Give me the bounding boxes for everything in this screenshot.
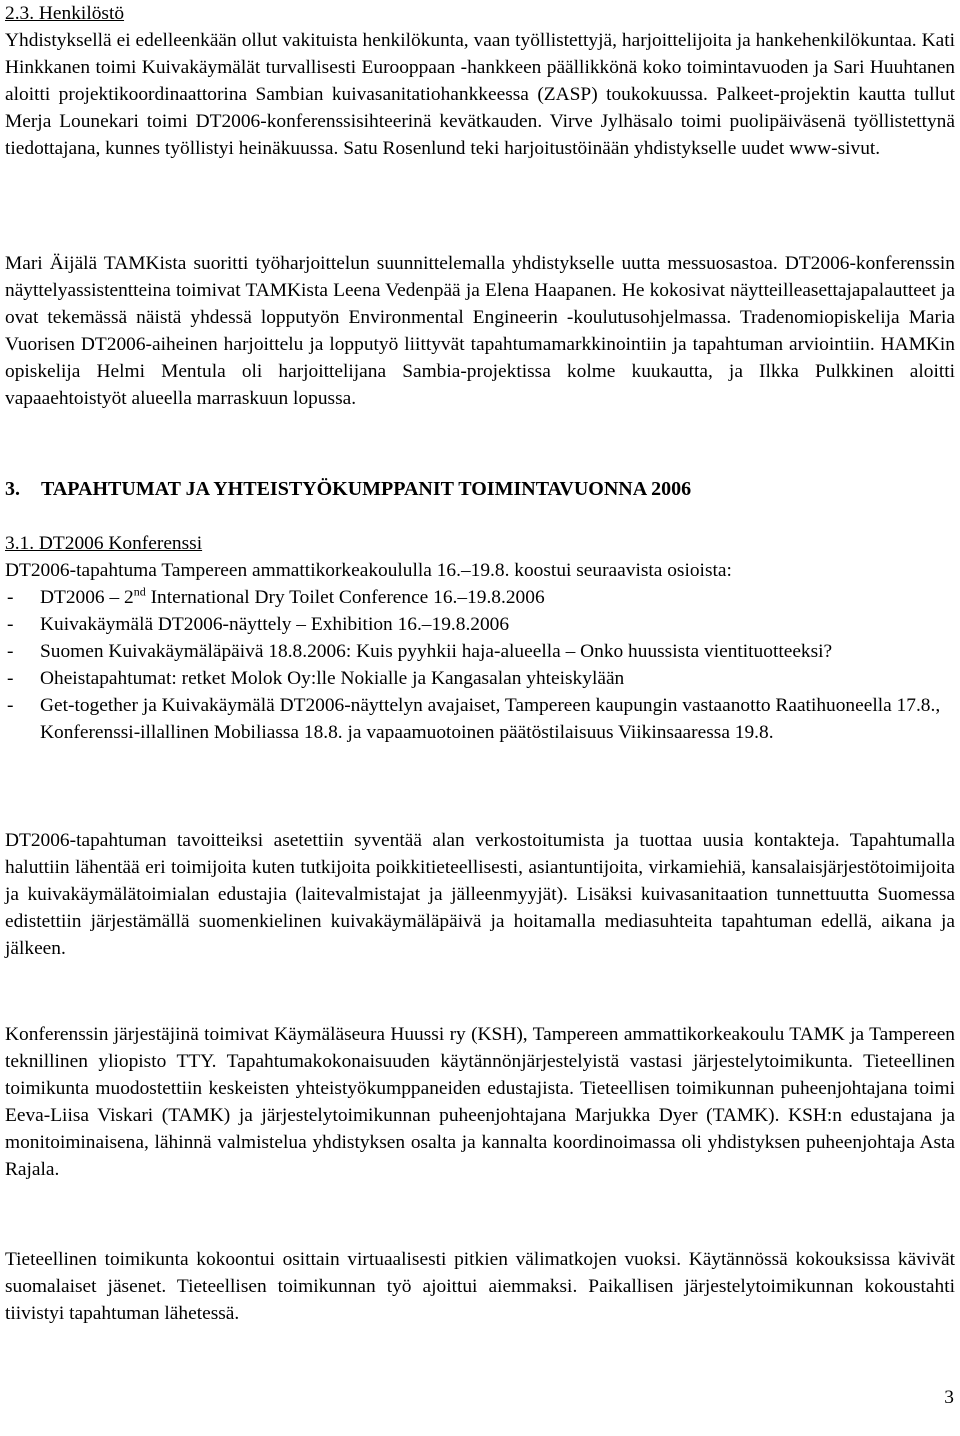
chapter-number: 3.	[5, 478, 20, 500]
paragraph-staff-2: Mari Äijälä TAMKista suoritti työharjoittelun suunnittelemalla yhdistykselle uutta messuosastoa. DT2006-konferenssin näyttelyassistentteina toimivat TAMKista Leena Vedenpää ja Elena Haapanen. He kokosivat näytteilleasettajapalautteet ja ovat tekemässä näistä yhdessä lopputyön Environmental Engineerin -koulutusohjelmassa. Tradenomiopiskelija Maria Vuorisen DT2006-aiheinen harjoittelu ja lopputyö liittyvät tapahtumamarkkinointiin ja tapahtuman arviointiin. HAMKin opiskelija Helmi Mentula oli harjoittelijana Sambia-projektissa kolme kuukautta, ja Ilkka Pulkkinen aloitti vapaaehtoistyöt alueella marraskuun lopussa.	[5, 253, 955, 409]
section-heading-henkilosto: 2.3. Henkilöstö	[5, 3, 125, 24]
paragraph-goals: DT2006-tapahtuman tavoitteiksi asetettiin syventää alan verkostoitumista ja tuottaa uusia kontakteja. Tapahtumalla haluttiin lähentää eri toimijoita kuten tutkijoita poikkitieteellisesti, asiantuntijoita, virkamiehiä, kansalaisjärjestötoimijoita ja kuivakäymälätoimialan edustajia (laitevalmistajat ja jälleenmyyjät). Lisäksi kuivasanitaation tunnettuutta Suomessa edistettiin järjestämällä suomenkielinen kuivakäymäläpäivä ja hoitamalla mediasuhteita tapahtuman edellä, aikana ja jälkeen.	[5, 830, 955, 959]
list-item: - Suomen Kuivakäymäläpäivä 18.8.2006: Kuis pyyhkii haja-alueella – Onko huussista vientituotteeksi?	[7, 641, 833, 662]
list-item: - DT2006 – 2nd International Dry Toilet Conference 16.–19.8.2006	[7, 584, 545, 608]
event-parts-list	[5, 584, 955, 746]
list-item: - Oheistapahtumat: retket Molok Oy:lle Nokialle ja Kangasalan yhteiskylään	[7, 668, 625, 689]
list-item: - Kuivakäymälä DT2006-näyttely – Exhibition 16.–19.8.2006	[7, 614, 510, 635]
list-item: - Get-together ja Kuivakäymälä DT2006-näyttelyn avajaiset, Tampereen kaupungin vastaanotto Raatihuoneella 17.8., Konferenssi-illallinen Mobiliassa 18.8. ja vapaamuotoinen päätöstilaisuus Viikinsaaressa 19.8.	[7, 695, 941, 743]
paragraph-staff-1: Yhdistyksellä ei edelleenkään ollut vakituista henkilökunta, vaan työllistettyjä, harjoittelijoita ja hankehenkilökuntaa. Kati Hinkkanen toimi Kuivakäymälät turvallisesti Eurooppaan -hankkeen päällikkönä koko toimintavuoden ja Sari Huuhtanen aloitti projektikoordinaattorina Sambian kuivasanitatiohankkeessa (ZASP) toukokuussa. Palkeet-projektin kautta tullut Merja Lounekari toimi DT2006-konferenssisihteerinä kevätkauden. Virve Jylhäsalo toimi puolipäiväsenä työllistettynä tiedottajana, kunnes työllistyi heinäkuussa. Satu Rosenlund teki harjoitustöinään yhdistykselle uudet www-sivut.	[5, 30, 955, 159]
page-number: 3	[944, 1387, 954, 1408]
paragraph-committee: Tieteellinen toimikunta kokoontui osittain virtuaalisesti pitkien välimatkojen vuoksi. Käytännössä kokouksissa kävivät suomalaiset jäsenet. Tieteellisen toimikunnan työ ajoittui aiemmaksi. Paikallisen järjestelytoimikunnan kokoustahti tiivistyi tapahtuman lähetessä.	[5, 1249, 955, 1324]
chapter-heading-3	[5, 476, 955, 503]
paragraph-dt2006-intro: DT2006-tapahtuma Tampereen ammattikorkeakoululla 16.–19.8. koostui seuraavista osioista:	[5, 560, 732, 581]
paragraph-organizers: Konferenssin järjestäjinä toimivat Käymäläseura Huussi ry (KSH), Tampereen ammattikorkeakoulu TAMK ja Tampereen teknillinen yliopisto TTY. Tapahtumakokonaisuuden käytännönjärjestelyistä vastasi järjestelytoimikunta. Tieteellinen toimikunta muodostettiin keskeisten yhteistyökumppaneiden edustajista. Tieteellisen toimikunnan puheenjohtajana toimi Eeva-Liisa Viskari (TAMK) ja järjestelytoimikunnan puheenjohtajana Marjukka Dyer (TAMK). KSH:n edustajana ja monitoiminaisena, lähinnä valmistelua yhdistyksen osalta ja kannalta koordinoimassa oli yhdistyksen puheenjohtaja Asta Rajala.	[5, 1024, 955, 1180]
section-heading-dt2006: 3.1. DT2006 Konferenssi	[5, 533, 203, 554]
chapter-title: TAPAHTUMAT JA YHTEISTYÖKUMPPANIT TOIMINTAVUONNA 2006	[41, 478, 692, 500]
